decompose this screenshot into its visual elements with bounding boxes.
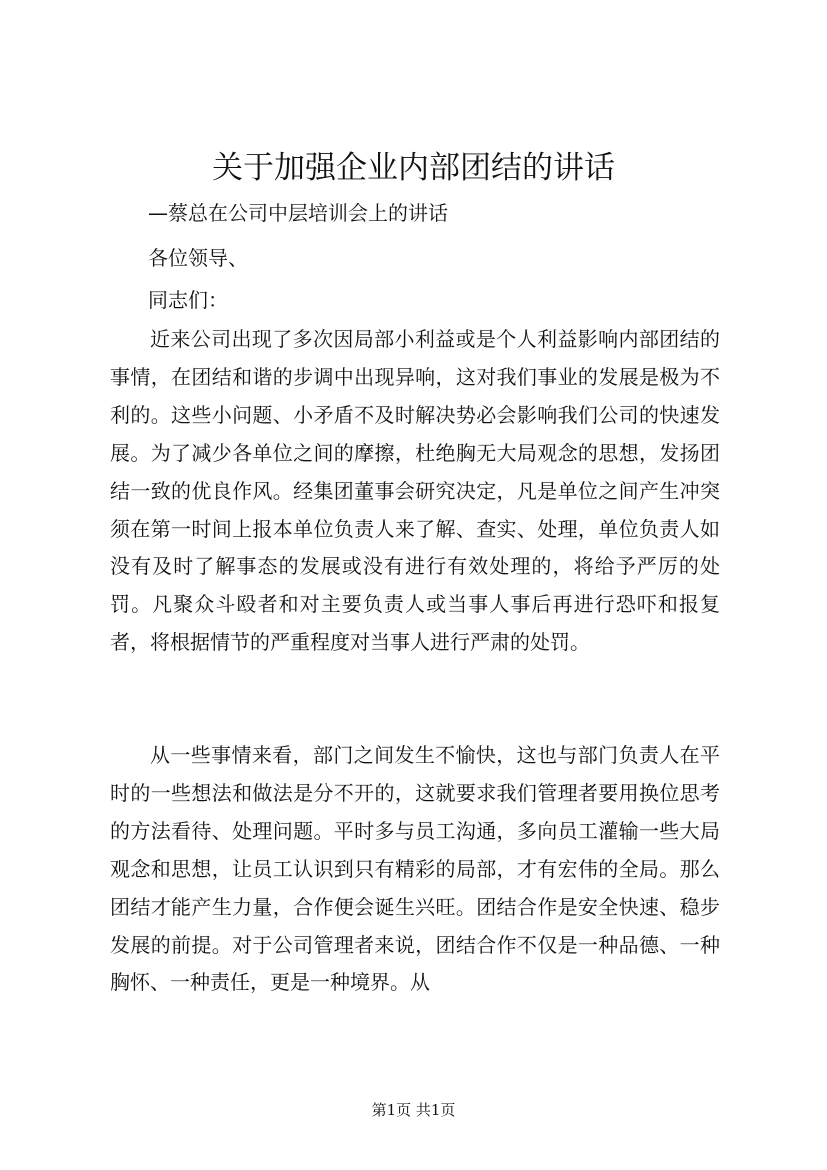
document-subtitle: —蔡总在公司中层培训会上的讲话 [148,201,448,225]
body-paragraph-2: 从一些事情来看，部门之间发生不愉快，这也与部门负责人在平时的一些想法和做法是分不开的，这就要求我们管理者要用换位思考的方法看待、处理问题。平时多与员工沟通，多向员工灌输一些大局观念和思想，让员工认识到只有精彩的局部，才有宏伟的全局。那么团结才能产生力量，合作便会诞生兴旺。团结合作是安全快速、稳步发展的前提。对于公司管理者来说，团结合作不仅是一种品德、一种胸怀、一种责任，更是一种境界。从 [110,743,720,995]
salutation-line-2: 同志们： [148,288,228,312]
salutation-line-1: 各位领导、 [148,246,248,270]
body-paragraph-1: 近来公司出现了多次因局部小利益或是个人利益影响内部团结的事情，在团结和谐的步调中出现异响，这对我们事业的发展是极为不利的。这些小问题、小矛盾不及时解决势必会影响我们公司的快速发展。为了减少各单位之间的摩擦，杜绝胸无大局观念的思想，发扬团结一致的优良作风。经集团董事会研究决定，凡是单位之间产生冲突须在第一时间上报本单位负责人来了解、查实、处理，单位负责人如没有及时了解事态的发展或没有进行有效处理的，将给予严厉的处罚。凡聚众斗殴者和对主要负责人或当事人事后再进行恐吓和报复者，将根据情节的严重程度对当事人进行严肃的处罚。 [110,327,720,655]
document-title: 关于加强企业内部团结的讲话 [212,150,615,186]
page-footer: 第1页 共1页 [371,1101,456,1119]
